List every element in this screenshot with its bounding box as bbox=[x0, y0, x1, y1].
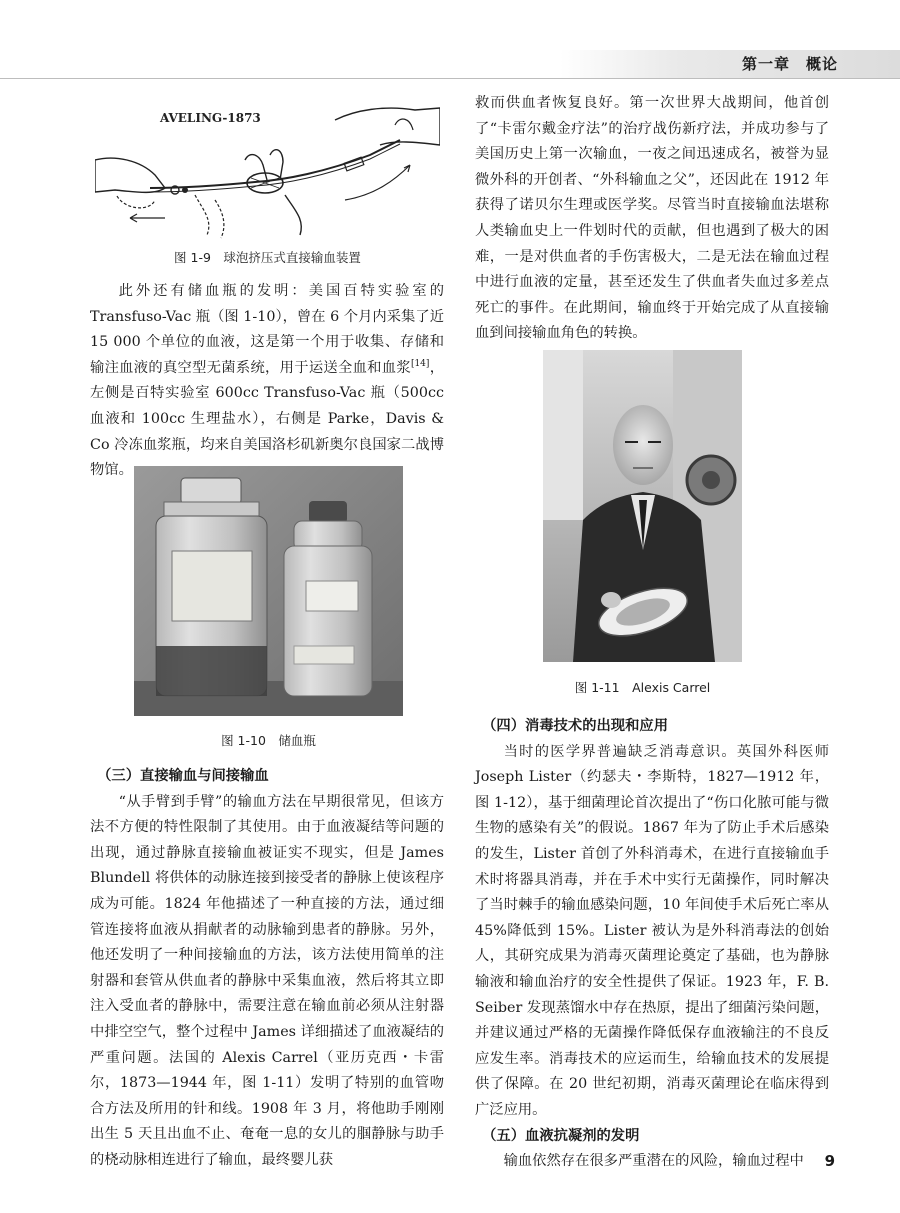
reference-14: [14] bbox=[410, 359, 430, 370]
heading-direct-indirect-transfusion: （三）直接输血与间接输血 bbox=[97, 768, 269, 784]
figure-1-9-drawing bbox=[95, 100, 440, 240]
paragraph-storage-bottle: 此外还有储血瓶的发明：美国百特实验室的 Transfuso-Vac 瓶（图 1-10），曾在 6 个月内采集了近 15 000 个单位的血液，这是第一个用于收集、存储和输注血液的真空型无菌系统，用于运送全血和血浆[14]，左侧是百特实验室 600cc Transfuso-Vac 瓶（500cc 血液和 100cc 生理盐水），右侧是 Parke，Davis & Co 冷冻血浆瓶，均来自美国洛杉矶新奥尔良国家二战博物馆。 bbox=[90, 283, 445, 479]
figure-1-11-caption: 图 1-11 Alexis Carrel bbox=[574, 680, 711, 695]
paragraph-anticoagulant: 输血依然存在很多严重潜在的风险，输血过程中 bbox=[503, 1153, 804, 1170]
paragraph-direct-transfusion: “从手臂到手臂”的输血方法在早期很常见，但该方法不方便的特性限制了其使用。由于血液凝结等问题的出现，通过静脉直接输血被证实不现实，但是 James Blundell 将供体的动脉连接到接受者的静脉上使该程序成为可能。1824 年他描述了一种直接的方法，通过细管连接将血液从捐献者的动脉输到患者的静脉。另外，他还发明了一种间接输血的方法，该方法使用简单的注射器和套管从供血者的静脉中采集血液，然后将其立即注入受血者的静脉中，需要注意在输血前必须从注射器中排空空气，整个过程中 James 详细描述了血液凝结的严重问题。法国的 Alexis Carrel（亚历克西・卡雷尔，1873—1944 年，图 1-11）发明了特别的血管吻合方法及所用的针和线。1908 年 3 月，将他助手刚刚出生 5 天且出血不止、奄奄一息的女儿的腘静脉与助手的桡动脉相连进行了输血，最终婴儿获 bbox=[90, 793, 444, 1168]
right-column-top bbox=[475, 91, 829, 347]
paragraph-carrel-continued: 救而供血者恢复良好。第一次世界大战期间，他首创了“卡雷尔戴金疗法”的治疗战伤新疗法，并成功参与了美国历史上第一次输血，一夜之间迅速成名，被誉为显微外科的开创者、“外科输血之父”，还因此在 1912 年获得了诺贝尔生理或医学奖。尽管当时直接输血法堪称人类输血史上一件划时代的贡献，但也遇到了极大的困难，一是对供血者的手伤害极大，二是无法在输血过程中进行血液的定量，甚至还发生了供血者失血过多差点死亡的事件。在此期间，输血终于开始完成了从直接输血到间接输血角色的转换。 bbox=[475, 95, 829, 342]
blood-storage-bottles-photo bbox=[134, 466, 403, 716]
left-column-bottom bbox=[90, 764, 444, 1174]
heading-antiseptic: （四）消毒技术的出现和应用 bbox=[482, 718, 668, 734]
figure-1-10-photo bbox=[134, 466, 403, 716]
right-column-bottom bbox=[475, 714, 829, 1175]
transfusion-apparatus-illustration bbox=[95, 100, 440, 240]
figure-1-11-photo bbox=[543, 350, 742, 662]
chapter-title: 第一章 概论 bbox=[741, 55, 838, 73]
heading-anticoagulant: （五）血液抗凝剂的发明 bbox=[482, 1127, 640, 1144]
aveling-label: AVELING-1873 bbox=[160, 111, 261, 125]
page-number: 9 bbox=[824, 1152, 835, 1170]
header-divider bbox=[0, 78, 900, 79]
figure-1-9-caption: 图 1-9 球泡挤压式直接输血装置 bbox=[174, 250, 361, 265]
figure-1-10-caption: 图 1-10 储血瓶 bbox=[221, 733, 316, 748]
left-column-top bbox=[90, 279, 444, 484]
alexis-carrel-portrait bbox=[543, 350, 742, 662]
paragraph-antiseptic: 当时的医学界普遍缺乏消毒意识。英国外科医师 Joseph Lister（约瑟夫・李斯特，1827—1912 年，图 1-12），基于细菌理论首次提出了“伤口化脓可能与微生物的感染有关”的假说。1867 年为了防止手术后感染的发生，Lister 首创了外科消毒术，在进行直接输血手术时将器具消毒，并在手术中实行无菌操作，同时解决了当时棘手的输血感染问题，10 年间使手术后死亡率从 45%降低到 15%。Lister 被认为是外科消毒法的创始人，其研究成果为消毒灭菌理论奠定了基础，也为静脉输液和输血治疗的安全性提供了保证。1923 年，F. B. Seiber 发现蒸馏水中存在热原，提出了细菌污染问题，并建议通过严格的无菌操作降低保存血液输注的不良反应发生率。消毒技术的应运而生，给输血技术的发展提供了保障。在 20 世纪初期，消毒灭菌理论在临床得到广泛应用。 bbox=[475, 743, 829, 1118]
